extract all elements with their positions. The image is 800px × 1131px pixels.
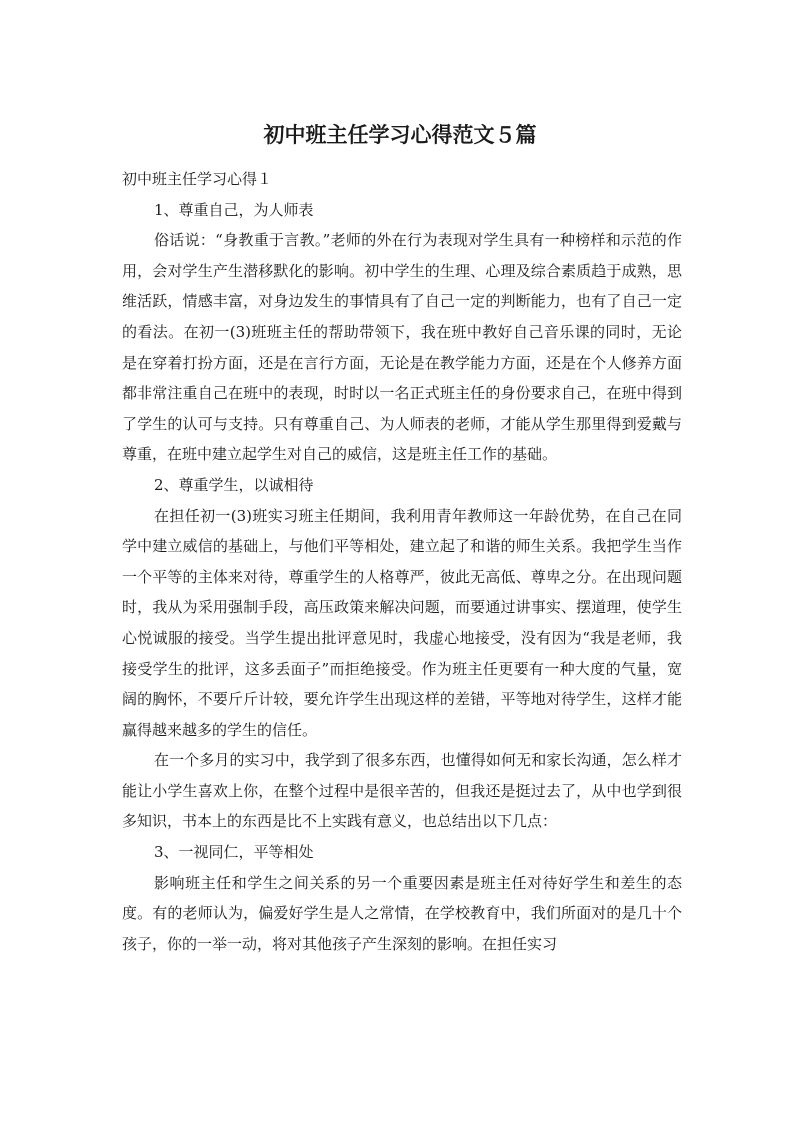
document-body	[122, 164, 682, 959]
subheading: 1、尊重自己，为人师表	[154, 200, 314, 219]
subheading: 2、尊重学生，以诚相待	[154, 475, 314, 494]
paragraph: 俗话说：“身教重于言教。”老师的外在行为表现对学生具有一种榜样和示范的作用，会对学生产生潜移默化的影响。初中学生的生理、心理及综合素质趋于成熟，思维活跃，情感丰富，对身边发生的事情具有了自己一定的判断能力，也有了自己一定的看法。在初一(3)班班主任的帮助带领下，我在班中教好自己音乐课的同时，无论是在穿着打扮方面，还是在言行方面，无论是在教学能力方面，还是在个人修养方面都非常注重自己在班中的表现，时时以一名正式班主任的身份要求自己，在班中得到了学生的认可与支持。只有尊重自己、为人师表的老师，才能从学生那里得到爱戴与尊重，在班中建立起学生对自己的威信，这是班主任工作的基础。	[122, 231, 682, 464]
paragraph: 影响班主任和学生之间关系的另一个重要因素是班主任对待好学生和差生的态度。有的老师认为，偏爱好学生是人之常情，在学校教育中，我们所面对的是几十个孩子，你的一举一动，将对其他孩子产生深刻的影响。在担任实习	[122, 873, 682, 953]
section-heading: 初中班主任学习心得１	[122, 170, 273, 188]
document-title: 初中班主任学习心得范文５篇	[263, 123, 537, 147]
paragraph: 在担任初一(3)班实习班主任期间，我利用青年教师这一年龄优势，在自己在同学中建立威信的基础上，与他们平等相处，建立起了和谐的师生关系。我把学生当作一个平等的主体来对待，尊重学生的人格尊严，彼此无高低、尊卑之分。在出现问题时，我从为采用强制手段，高压政策来解决问题，而要通过讲事实、摆道理，使学生心悦诚服的接受。当学生提出批评意见时，我虚心地接受，没有因为“我是老师，我接受学生的批评，这多丢面子”而拒绝接受。作为班主任更要有一种大度的气量，宽阔的胸怀，不要斤斤计较，要允许学生出现这样的差错，平等地对待学生，这样才能赢得越来越多的学生的信任。	[122, 506, 682, 739]
paragraph: 在一个多月的实习中，我学到了很多东西，也懂得如何无和家长沟通，怎么样才能让小学生喜欢上你，在整个过程中是很辛苦的，但我还是挺过去了，从中也学到很多知识，书本上的东西是比不上实践有意义，也总结出以下几点：	[122, 751, 682, 831]
subheading: 3、一视同仁，平等相处	[154, 843, 314, 862]
